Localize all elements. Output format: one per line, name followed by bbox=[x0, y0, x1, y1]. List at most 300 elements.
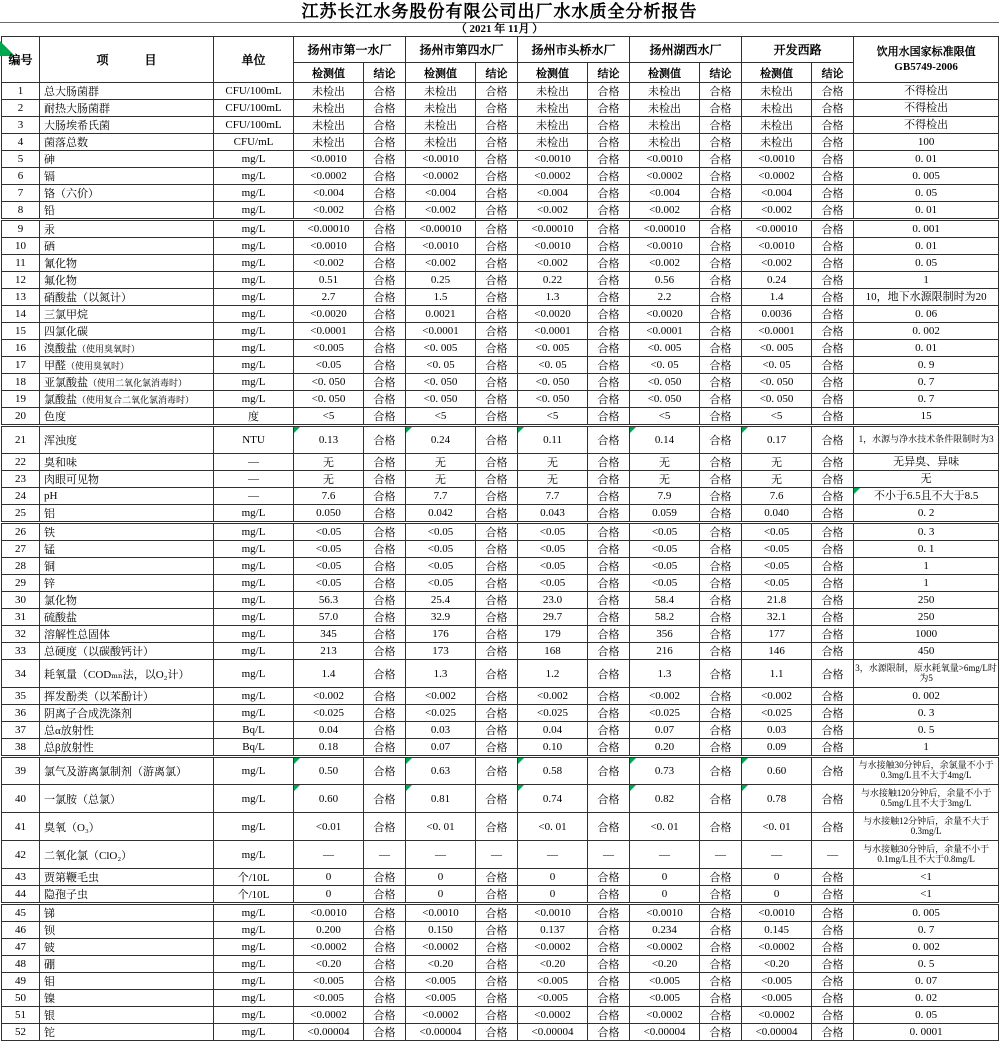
cell-value[interactable]: 0 bbox=[294, 886, 364, 904]
cell-result[interactable]: 合格 bbox=[812, 1007, 854, 1024]
cell-unit[interactable]: mg/L bbox=[214, 541, 294, 558]
cell-value[interactable]: <0. 050 bbox=[630, 391, 700, 408]
cell-item[interactable] bbox=[40, 1024, 214, 1041]
cell-standard[interactable]: 0. 005 bbox=[854, 168, 999, 185]
cell-no[interactable]: 43 bbox=[2, 869, 40, 886]
header-unit[interactable]: 单位 bbox=[214, 37, 294, 83]
cell-value[interactable]: 无 bbox=[742, 454, 812, 471]
cell-value[interactable]: <0.025 bbox=[630, 705, 700, 722]
cell-value[interactable]: 21.8 bbox=[742, 592, 812, 609]
cell-value[interactable]: <0.0010 bbox=[630, 904, 700, 922]
cell-unit[interactable]: mg/L bbox=[214, 626, 294, 643]
cell-value[interactable]: 未检出 bbox=[294, 117, 364, 134]
cell-value[interactable]: 179 bbox=[518, 626, 588, 643]
cell-value[interactable]: 无 bbox=[294, 454, 364, 471]
cell-result[interactable]: 合格 bbox=[476, 541, 518, 558]
cell-item[interactable] bbox=[40, 722, 214, 739]
cell-value[interactable]: 未检出 bbox=[630, 117, 700, 134]
cell-value[interactable]: 0.09 bbox=[742, 739, 812, 757]
cell-item[interactable] bbox=[40, 374, 214, 391]
cell-result[interactable]: 合格 bbox=[700, 722, 742, 739]
cell-no[interactable]: 31 bbox=[2, 609, 40, 626]
cell-value[interactable]: 0.03 bbox=[742, 722, 812, 739]
cell-value[interactable]: 0 bbox=[518, 886, 588, 904]
cell-standard[interactable]: 1 bbox=[854, 558, 999, 575]
cell-item[interactable] bbox=[40, 238, 214, 255]
cell-value[interactable]: <0. 050 bbox=[518, 391, 588, 408]
cell-value[interactable]: <0.05 bbox=[630, 558, 700, 575]
cell-value[interactable]: 7.7 bbox=[518, 488, 588, 505]
cell-result[interactable]: 合格 bbox=[700, 973, 742, 990]
cell-result[interactable]: 合格 bbox=[588, 357, 630, 374]
cell-value[interactable]: 2.2 bbox=[630, 289, 700, 306]
cell-value[interactable]: <0. 050 bbox=[742, 391, 812, 408]
cell-value[interactable]: <0.00004 bbox=[294, 1024, 364, 1041]
cell-item[interactable] bbox=[40, 558, 214, 575]
cell-result[interactable]: 合格 bbox=[588, 922, 630, 939]
cell-result[interactable]: 合格 bbox=[812, 117, 854, 134]
header-item[interactable]: 项 目 bbox=[40, 37, 214, 83]
cell-unit[interactable]: mg/L bbox=[214, 255, 294, 272]
cell-unit[interactable]: mg/L bbox=[214, 168, 294, 185]
cell-value[interactable]: <0. 05 bbox=[742, 357, 812, 374]
cell-result[interactable]: 合格 bbox=[476, 688, 518, 705]
header-value-1[interactable]: 检测值 bbox=[294, 63, 364, 83]
cell-result[interactable]: 合格 bbox=[588, 134, 630, 151]
cell-result[interactable]: 合格 bbox=[700, 471, 742, 488]
cell-value[interactable]: <0.004 bbox=[294, 185, 364, 202]
cell-value[interactable]: 25.4 bbox=[406, 592, 476, 609]
cell-result[interactable]: 合格 bbox=[364, 757, 406, 785]
cell-result[interactable]: 合格 bbox=[700, 220, 742, 238]
cell-value[interactable]: <0.025 bbox=[518, 705, 588, 722]
cell-value[interactable]: <0.0010 bbox=[742, 238, 812, 255]
cell-result[interactable]: 合格 bbox=[364, 306, 406, 323]
cell-unit[interactable]: mg/L bbox=[214, 1007, 294, 1024]
cell-value[interactable]: 0.74 bbox=[518, 785, 588, 813]
cell-result[interactable]: 合格 bbox=[700, 660, 742, 688]
cell-result[interactable]: 合格 bbox=[588, 374, 630, 391]
cell-result[interactable]: 合格 bbox=[700, 558, 742, 575]
cell-result[interactable]: — bbox=[364, 841, 406, 869]
cell-value[interactable]: 57.0 bbox=[294, 609, 364, 626]
cell-value[interactable]: 173 bbox=[406, 643, 476, 660]
cell-value[interactable]: <0.002 bbox=[518, 202, 588, 220]
cell-result[interactable]: — bbox=[588, 841, 630, 869]
cell-no[interactable]: 22 bbox=[2, 454, 40, 471]
cell-value[interactable]: <0.05 bbox=[630, 523, 700, 541]
cell-value[interactable]: 0 bbox=[406, 869, 476, 886]
cell-value[interactable]: <0.0002 bbox=[518, 168, 588, 185]
cell-result[interactable]: 合格 bbox=[476, 739, 518, 757]
cell-no[interactable]: 28 bbox=[2, 558, 40, 575]
cell-result[interactable]: 合格 bbox=[364, 117, 406, 134]
cell-result[interactable]: 合格 bbox=[588, 289, 630, 306]
cell-value[interactable]: 177 bbox=[742, 626, 812, 643]
cell-item[interactable] bbox=[40, 255, 214, 272]
cell-unit[interactable]: mg/L bbox=[214, 523, 294, 541]
cell-no[interactable]: 21 bbox=[2, 426, 40, 454]
cell-value[interactable]: 7.6 bbox=[742, 488, 812, 505]
cell-result[interactable]: 合格 bbox=[700, 609, 742, 626]
cell-value[interactable]: 0 bbox=[742, 886, 812, 904]
cell-result[interactable]: 合格 bbox=[812, 523, 854, 541]
cell-value[interactable]: <0.0010 bbox=[406, 238, 476, 255]
cell-result[interactable]: 合格 bbox=[700, 255, 742, 272]
cell-value[interactable]: <0.05 bbox=[294, 541, 364, 558]
cell-result[interactable]: 合格 bbox=[812, 973, 854, 990]
cell-item[interactable] bbox=[40, 289, 214, 306]
cell-result[interactable]: 合格 bbox=[364, 688, 406, 705]
cell-result[interactable]: 合格 bbox=[700, 523, 742, 541]
cell-result[interactable]: 合格 bbox=[476, 973, 518, 990]
cell-result[interactable]: 合格 bbox=[476, 83, 518, 100]
cell-no[interactable]: 39 bbox=[2, 757, 40, 785]
cell-value[interactable]: 146 bbox=[742, 643, 812, 660]
cell-value[interactable]: 0.60 bbox=[742, 757, 812, 785]
cell-standard[interactable]: 0. 5 bbox=[854, 722, 999, 739]
cell-result[interactable]: 合格 bbox=[700, 391, 742, 408]
cell-result[interactable]: 合格 bbox=[588, 117, 630, 134]
cell-result[interactable]: 合格 bbox=[364, 83, 406, 100]
cell-standard[interactable]: 3，水源限制，原水耗氧量>6mg/L时为5 bbox=[854, 660, 999, 688]
cell-item[interactable] bbox=[40, 426, 214, 454]
cell-standard[interactable]: 450 bbox=[854, 643, 999, 660]
cell-value[interactable]: 未检出 bbox=[518, 134, 588, 151]
cell-value[interactable]: <0.20 bbox=[518, 956, 588, 973]
cell-result[interactable]: 合格 bbox=[700, 869, 742, 886]
cell-standard[interactable]: 1 bbox=[854, 272, 999, 289]
cell-value[interactable]: <0.05 bbox=[294, 558, 364, 575]
cell-value[interactable]: — bbox=[630, 841, 700, 869]
cell-no[interactable]: 4 bbox=[2, 134, 40, 151]
cell-value[interactable]: 0 bbox=[518, 869, 588, 886]
cell-result[interactable]: 合格 bbox=[588, 323, 630, 340]
cell-value[interactable]: — bbox=[518, 841, 588, 869]
cell-result[interactable]: 合格 bbox=[588, 220, 630, 238]
cell-result[interactable]: 合格 bbox=[364, 1024, 406, 1041]
cell-item[interactable] bbox=[40, 340, 214, 357]
cell-value[interactable]: <0.004 bbox=[518, 185, 588, 202]
cell-result[interactable]: 合格 bbox=[812, 558, 854, 575]
cell-value[interactable]: <0.005 bbox=[294, 990, 364, 1007]
cell-result[interactable]: 合格 bbox=[364, 643, 406, 660]
cell-standard[interactable]: 0. 1 bbox=[854, 541, 999, 558]
cell-value[interactable]: 0.07 bbox=[630, 722, 700, 739]
cell-standard[interactable]: 0. 0001 bbox=[854, 1024, 999, 1041]
cell-value[interactable]: 1.2 bbox=[518, 660, 588, 688]
cell-value[interactable]: <0.025 bbox=[742, 705, 812, 722]
cell-result[interactable]: 合格 bbox=[588, 505, 630, 523]
cell-item[interactable] bbox=[40, 990, 214, 1007]
cell-result[interactable]: 合格 bbox=[476, 100, 518, 117]
cell-value[interactable]: <0.005 bbox=[630, 973, 700, 990]
cell-value[interactable]: <0. 01 bbox=[630, 813, 700, 841]
cell-result[interactable]: — bbox=[812, 841, 854, 869]
cell-result[interactable]: 合格 bbox=[700, 592, 742, 609]
cell-result[interactable]: 合格 bbox=[476, 471, 518, 488]
cell-result[interactable]: 合格 bbox=[812, 660, 854, 688]
cell-result[interactable]: 合格 bbox=[364, 185, 406, 202]
cell-item[interactable] bbox=[40, 939, 214, 956]
cell-result[interactable]: 合格 bbox=[588, 454, 630, 471]
cell-result[interactable]: 合格 bbox=[476, 134, 518, 151]
cell-value[interactable]: 未检出 bbox=[742, 134, 812, 151]
cell-result[interactable]: 合格 bbox=[476, 886, 518, 904]
header-standard[interactable] bbox=[854, 37, 999, 83]
cell-value[interactable]: <0. 050 bbox=[406, 374, 476, 391]
cell-no[interactable]: 35 bbox=[2, 688, 40, 705]
cell-no[interactable]: 34 bbox=[2, 660, 40, 688]
cell-value[interactable]: <0.0010 bbox=[742, 151, 812, 168]
cell-value[interactable]: 1.1 bbox=[742, 660, 812, 688]
cell-no[interactable]: 45 bbox=[2, 904, 40, 922]
cell-result[interactable]: 合格 bbox=[700, 168, 742, 185]
cell-value[interactable]: <0.0002 bbox=[630, 939, 700, 956]
cell-standard[interactable]: 无异臭、异味 bbox=[854, 454, 999, 471]
cell-result[interactable]: 合格 bbox=[588, 609, 630, 626]
cell-item[interactable] bbox=[40, 841, 214, 869]
cell-result[interactable]: 合格 bbox=[588, 785, 630, 813]
cell-no[interactable]: 25 bbox=[2, 505, 40, 523]
cell-value[interactable]: <5 bbox=[742, 408, 812, 426]
cell-item[interactable] bbox=[40, 869, 214, 886]
cell-item[interactable] bbox=[40, 886, 214, 904]
cell-result[interactable]: 合格 bbox=[588, 722, 630, 739]
cell-unit[interactable]: mg/L bbox=[214, 238, 294, 255]
cell-standard[interactable]: 0. 05 bbox=[854, 255, 999, 272]
cell-unit[interactable]: mg/L bbox=[214, 643, 294, 660]
cell-value[interactable]: <0.0010 bbox=[518, 904, 588, 922]
cell-value[interactable]: 0.040 bbox=[742, 505, 812, 523]
cell-value[interactable]: 0.17 bbox=[742, 426, 812, 454]
cell-standard[interactable]: 0. 01 bbox=[854, 151, 999, 168]
cell-no[interactable]: 20 bbox=[2, 408, 40, 426]
cell-result[interactable]: 合格 bbox=[476, 705, 518, 722]
cell-value[interactable]: <0.0010 bbox=[518, 151, 588, 168]
cell-result[interactable]: 合格 bbox=[588, 660, 630, 688]
cell-result[interactable]: 合格 bbox=[476, 289, 518, 306]
cell-no[interactable]: 19 bbox=[2, 391, 40, 408]
cell-result[interactable]: 合格 bbox=[812, 939, 854, 956]
cell-no[interactable]: 24 bbox=[2, 488, 40, 505]
cell-value[interactable]: <0.00004 bbox=[742, 1024, 812, 1041]
cell-result[interactable]: 合格 bbox=[700, 374, 742, 391]
cell-result[interactable]: 合格 bbox=[812, 956, 854, 973]
cell-result[interactable]: 合格 bbox=[812, 541, 854, 558]
cell-result[interactable]: 合格 bbox=[476, 956, 518, 973]
cell-value[interactable]: <0.0001 bbox=[406, 323, 476, 340]
cell-result[interactable]: 合格 bbox=[700, 813, 742, 841]
cell-value[interactable]: <0.05 bbox=[406, 575, 476, 592]
cell-result[interactable]: 合格 bbox=[812, 83, 854, 100]
cell-result[interactable]: 合格 bbox=[364, 660, 406, 688]
cell-value[interactable]: — bbox=[742, 841, 812, 869]
cell-value[interactable]: <0.004 bbox=[406, 185, 476, 202]
cell-result[interactable]: 合格 bbox=[812, 426, 854, 454]
cell-value[interactable]: 32.9 bbox=[406, 609, 476, 626]
cell-result[interactable]: 合格 bbox=[700, 922, 742, 939]
cell-value[interactable]: 无 bbox=[406, 454, 476, 471]
cell-result[interactable]: 合格 bbox=[700, 956, 742, 973]
cell-item[interactable] bbox=[40, 323, 214, 340]
cell-result[interactable]: 合格 bbox=[364, 785, 406, 813]
cell-result[interactable]: 合格 bbox=[588, 757, 630, 785]
cell-unit[interactable]: CFU/mL bbox=[214, 134, 294, 151]
cell-item[interactable] bbox=[40, 973, 214, 990]
cell-result[interactable]: 合格 bbox=[476, 626, 518, 643]
cell-result[interactable]: 合格 bbox=[364, 956, 406, 973]
cell-value[interactable]: 无 bbox=[294, 471, 364, 488]
cell-result[interactable]: 合格 bbox=[476, 1007, 518, 1024]
cell-result[interactable]: 合格 bbox=[700, 505, 742, 523]
cell-value[interactable]: <0.0002 bbox=[518, 1007, 588, 1024]
cell-standard[interactable]: 0. 01 bbox=[854, 238, 999, 255]
cell-value[interactable]: <0.05 bbox=[742, 523, 812, 541]
cell-no[interactable]: 6 bbox=[2, 168, 40, 185]
cell-value[interactable]: <0.002 bbox=[406, 255, 476, 272]
cell-value[interactable]: <0.05 bbox=[630, 575, 700, 592]
cell-value[interactable]: 0.234 bbox=[630, 922, 700, 939]
cell-value[interactable]: 7.7 bbox=[406, 488, 476, 505]
cell-value[interactable]: <0.005 bbox=[294, 340, 364, 357]
cell-value[interactable]: <0.004 bbox=[742, 185, 812, 202]
cell-value[interactable]: 0.24 bbox=[742, 272, 812, 289]
cell-unit[interactable]: mg/L bbox=[214, 973, 294, 990]
cell-result[interactable]: 合格 bbox=[364, 220, 406, 238]
cell-value[interactable]: <0.05 bbox=[518, 575, 588, 592]
cell-result[interactable]: 合格 bbox=[588, 488, 630, 505]
cell-standard[interactable]: 0. 2 bbox=[854, 505, 999, 523]
cell-value[interactable]: <0. 005 bbox=[406, 340, 476, 357]
cell-value[interactable]: 未检出 bbox=[294, 134, 364, 151]
cell-result[interactable]: 合格 bbox=[364, 505, 406, 523]
cell-unit[interactable]: 个/10L bbox=[214, 886, 294, 904]
cell-value[interactable]: 0.25 bbox=[406, 272, 476, 289]
cell-value[interactable]: <0.0020 bbox=[518, 306, 588, 323]
cell-value[interactable]: <0.00010 bbox=[518, 220, 588, 238]
cell-standard[interactable]: 0. 07 bbox=[854, 973, 999, 990]
cell-item[interactable] bbox=[40, 272, 214, 289]
cell-result[interactable]: 合格 bbox=[476, 238, 518, 255]
header-value-4[interactable]: 检测值 bbox=[630, 63, 700, 83]
cell-no[interactable]: 49 bbox=[2, 973, 40, 990]
cell-result[interactable]: 合格 bbox=[476, 202, 518, 220]
cell-value[interactable]: 未检出 bbox=[742, 83, 812, 100]
cell-unit[interactable]: CFU/100mL bbox=[214, 117, 294, 134]
cell-item[interactable] bbox=[40, 100, 214, 117]
cell-item[interactable] bbox=[40, 523, 214, 541]
cell-value[interactable]: <0. 05 bbox=[406, 357, 476, 374]
cell-value[interactable]: <0. 050 bbox=[630, 374, 700, 391]
cell-result[interactable]: 合格 bbox=[700, 739, 742, 757]
cell-result[interactable]: 合格 bbox=[364, 374, 406, 391]
header-plant-1[interactable]: 扬州市第一水厂 bbox=[294, 37, 406, 63]
cell-standard[interactable]: 0. 002 bbox=[854, 939, 999, 956]
cell-value[interactable]: 0.73 bbox=[630, 757, 700, 785]
cell-result[interactable]: 合格 bbox=[476, 306, 518, 323]
cell-value[interactable]: <0.005 bbox=[294, 973, 364, 990]
cell-item[interactable] bbox=[40, 471, 214, 488]
cell-result[interactable]: 合格 bbox=[364, 813, 406, 841]
cell-value[interactable]: <0.005 bbox=[406, 973, 476, 990]
cell-result[interactable]: 合格 bbox=[700, 904, 742, 922]
cell-standard[interactable]: 1 bbox=[854, 575, 999, 592]
cell-standard[interactable]: 不小于6.5且不大于8.5 bbox=[854, 488, 999, 505]
cell-value[interactable]: 0.043 bbox=[518, 505, 588, 523]
cell-value[interactable]: <0.00010 bbox=[294, 220, 364, 238]
cell-result[interactable]: 合格 bbox=[476, 1024, 518, 1041]
cell-value[interactable]: 未检出 bbox=[294, 100, 364, 117]
cell-result[interactable]: 合格 bbox=[700, 705, 742, 722]
cell-result[interactable]: 合格 bbox=[700, 688, 742, 705]
cell-value[interactable]: <0.0020 bbox=[294, 306, 364, 323]
cell-item[interactable] bbox=[40, 904, 214, 922]
cell-item[interactable] bbox=[40, 151, 214, 168]
cell-value[interactable]: 0.50 bbox=[294, 757, 364, 785]
cell-result[interactable]: 合格 bbox=[812, 374, 854, 391]
cell-value[interactable]: 0.58 bbox=[518, 757, 588, 785]
cell-standard[interactable]: 250 bbox=[854, 609, 999, 626]
cell-item[interactable] bbox=[40, 408, 214, 426]
cell-value[interactable]: 未检出 bbox=[518, 117, 588, 134]
header-value-3[interactable]: 检测值 bbox=[518, 63, 588, 83]
cell-item[interactable] bbox=[40, 956, 214, 973]
cell-unit[interactable]: mg/L bbox=[214, 323, 294, 340]
cell-value[interactable]: <0.05 bbox=[406, 523, 476, 541]
cell-no[interactable]: 10 bbox=[2, 238, 40, 255]
cell-unit[interactable]: — bbox=[214, 471, 294, 488]
cell-standard[interactable]: 0. 01 bbox=[854, 202, 999, 220]
cell-value[interactable]: <0.05 bbox=[518, 523, 588, 541]
cell-item[interactable] bbox=[40, 454, 214, 471]
cell-result[interactable]: 合格 bbox=[812, 643, 854, 660]
cell-value[interactable]: 0.04 bbox=[294, 722, 364, 739]
cell-standard[interactable]: <1 bbox=[854, 869, 999, 886]
cell-value[interactable]: <0. 005 bbox=[518, 340, 588, 357]
cell-standard[interactable]: 1，水源与净水技术条件限制时为3 bbox=[854, 426, 999, 454]
cell-value[interactable]: 356 bbox=[630, 626, 700, 643]
cell-unit[interactable]: CFU/100mL bbox=[214, 83, 294, 100]
cell-result[interactable]: 合格 bbox=[588, 558, 630, 575]
cell-item[interactable] bbox=[40, 1007, 214, 1024]
cell-result[interactable]: 合格 bbox=[588, 471, 630, 488]
cell-result[interactable]: 合格 bbox=[476, 505, 518, 523]
cell-value[interactable]: <0.0010 bbox=[742, 904, 812, 922]
cell-standard[interactable]: 1000 bbox=[854, 626, 999, 643]
cell-result[interactable]: 合格 bbox=[364, 575, 406, 592]
cell-result[interactable]: 合格 bbox=[364, 100, 406, 117]
cell-value[interactable]: <0.005 bbox=[518, 973, 588, 990]
cell-result[interactable]: 合格 bbox=[812, 904, 854, 922]
cell-value[interactable]: 0.200 bbox=[294, 922, 364, 939]
cell-result[interactable]: 合格 bbox=[588, 408, 630, 426]
cell-result[interactable]: 合格 bbox=[588, 238, 630, 255]
cell-standard[interactable]: 0. 05 bbox=[854, 1007, 999, 1024]
cell-item[interactable] bbox=[40, 785, 214, 813]
cell-no[interactable]: 12 bbox=[2, 272, 40, 289]
cell-item[interactable] bbox=[40, 575, 214, 592]
cell-value[interactable]: 2.7 bbox=[294, 289, 364, 306]
cell-result[interactable]: 合格 bbox=[700, 408, 742, 426]
cell-value[interactable]: 未检出 bbox=[630, 83, 700, 100]
cell-result[interactable]: 合格 bbox=[700, 185, 742, 202]
cell-value[interactable]: 58.2 bbox=[630, 609, 700, 626]
cell-result[interactable]: 合格 bbox=[588, 813, 630, 841]
cell-value[interactable]: 未检出 bbox=[630, 100, 700, 117]
cell-result[interactable]: 合格 bbox=[812, 289, 854, 306]
cell-result[interactable]: 合格 bbox=[364, 705, 406, 722]
